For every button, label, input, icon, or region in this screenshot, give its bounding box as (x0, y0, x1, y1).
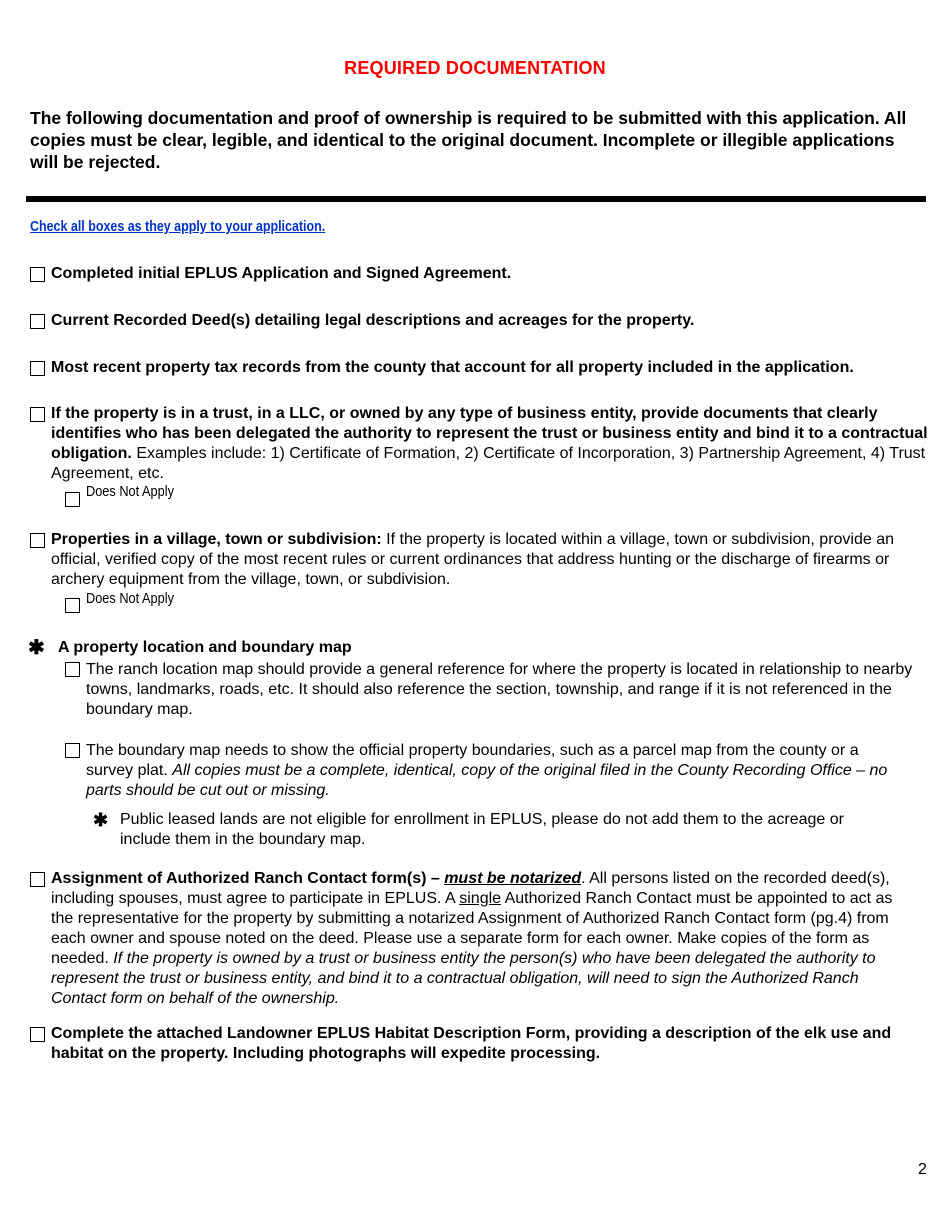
checkbox-application[interactable] (30, 267, 45, 282)
contact-normal: Authorized Ranch Contact must be appointed to act as the representative for the property by submitting a notarized Assignment of Authorized Ranch Contact form (pg.4) from each owner and spouse noted on the deed. Please use a separate form for each owner. Make copies of the form as needed. (51, 890, 893, 967)
location-map-text: The ranch location map should provide a general reference for where the property is located in relationship to nearby towns, landmarks, roads, etc. It should also reference the section, township, and range if it is not referenced in the boundary map. (86, 661, 913, 718)
instruction-link[interactable]: Check all boxes as they apply to your application. (30, 219, 326, 235)
item-village (51, 530, 931, 590)
checkbox-tax[interactable] (30, 361, 45, 376)
contact-after: . All persons listed on the recorded deed(s), including spouses, must agree to participate in EPLUS. A (51, 870, 890, 907)
checkbox-habitat[interactable] (30, 1027, 45, 1042)
map-heading: A property location and boundary map (58, 639, 352, 656)
trust-does-not-apply-label: Does Not Apply (86, 484, 174, 500)
item-application: Completed initial EPLUS Application and Signed Agreement. (51, 265, 512, 282)
checkbox-village-does-not-apply[interactable] (65, 598, 80, 613)
village-does-not-apply-label: Does Not Apply (86, 591, 174, 607)
checkbox-contact[interactable] (30, 872, 45, 887)
item-tax: Most recent property tax records from the county that account for all property included in the application. (51, 359, 854, 376)
boundary-italic: All copies must be a complete, identical, copy of the original filed in the County Recording Office – no parts should be cut out or missing. (86, 762, 888, 799)
intro-paragraph: The following documentation and proof of ownership is required to be submitted with this application. All copies must be clear, legible, and identical to the original document. Incomplete or illegible applications will be rejected. (30, 108, 907, 172)
trust-normal: Examples include: 1) Certificate of Formation, 2) Certificate of Incorporation, 3) Partnership Agreement, 4) Trust Agreement, etc. (51, 445, 926, 482)
boundary-normal: The boundary map needs to show the official property boundaries, such as a parcel map from the county or a survey plat. (86, 742, 859, 779)
item-contact (51, 869, 911, 1009)
required-star-icon: ✱ (28, 637, 45, 659)
village-bold: Properties in a village, town or subdivision: (51, 531, 382, 548)
item-trust (51, 404, 931, 484)
item-habitat: Complete the attached Landowner EPLUS Habitat Description Form, providing a description of the elk use and habitat on the property. Including photographs will expedite processing. (51, 1025, 892, 1062)
checkbox-location-map[interactable] (65, 662, 80, 677)
divider (26, 196, 926, 202)
checkbox-boundary-map[interactable] (65, 743, 80, 758)
boundary-map-text (86, 741, 891, 801)
checkbox-trust[interactable] (30, 407, 45, 422)
contact-notarized: must be notarized (444, 870, 582, 887)
trust-bold: If the property is in a trust, in a LLC, or owned by any type of business entity, provide documents that clearly identifies who has been delegated the authority to represent the trust or business entity and bind it to a contractual obligation. (51, 405, 928, 462)
village-normal: If the property is located within a village, town or subdivision, provide an official, verified copy of the most recent rules or current ordinances that address hunting or the discharge of firearms or archery equipment from the village, town, or subdivision. (51, 531, 895, 588)
checkbox-deed[interactable] (30, 314, 45, 329)
leased-lands-note: Public leased lands are not eligible for enrollment in EPLUS, please do not add them to the acreage or include them in the boundary map. (120, 811, 844, 848)
item-deed: Current Recorded Deed(s) detailing legal descriptions and acreages for the property. (51, 312, 695, 329)
contact-bold: Assignment of Authorized Ranch Contact form(s) – (51, 870, 445, 887)
note-star-icon: ✱ (93, 810, 109, 830)
checkbox-trust-does-not-apply[interactable] (65, 492, 80, 507)
contact-italic: If the property is owned by a trust or business entity the person(s) who have been delegated the authority to represent the trust or business entity, and bind it to a contractual obligation, will need to sign the Authorized Ranch Contact form on behalf of the ownership. (51, 950, 876, 1007)
checkbox-village[interactable] (30, 533, 45, 548)
contact-single: single (459, 890, 502, 907)
page-number: 2 (918, 1161, 927, 1178)
page-title: REQUIRED DOCUMENTATION (344, 58, 606, 78)
